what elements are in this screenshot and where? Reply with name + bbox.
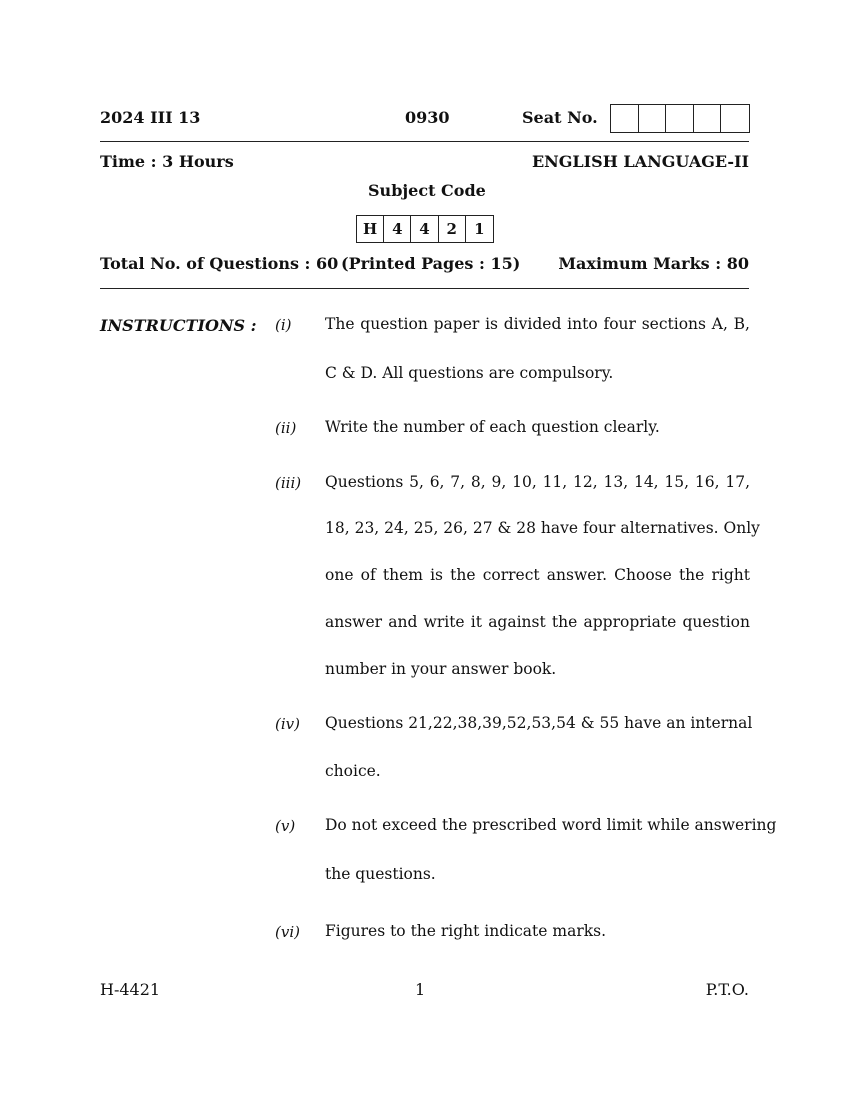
subject-code-char: 4 xyxy=(384,216,411,242)
seat-box xyxy=(666,105,694,132)
printed-pages: (Printed Pages : 15) xyxy=(341,254,521,273)
subject-code-char: 4 xyxy=(411,216,438,242)
top-rule xyxy=(100,141,749,142)
instruction-number: (i) xyxy=(275,316,292,334)
instruction-line: Do not exceed the prescribed word limit while answering xyxy=(325,816,777,834)
subject-code-boxes xyxy=(356,215,494,243)
page-number: 1 xyxy=(415,980,426,999)
exam-code: 2024 III 13 xyxy=(100,108,201,127)
instructions-label: INSTRUCTIONS : xyxy=(100,316,257,335)
maximum-marks: Maximum Marks : 80 xyxy=(558,254,749,273)
subject-code-char: H xyxy=(357,216,384,242)
instruction-line: Figures to the right indicate marks. xyxy=(325,922,606,940)
header-rule xyxy=(100,288,749,289)
instruction-number: (ii) xyxy=(275,419,297,437)
instruction-number: (iv) xyxy=(275,715,300,733)
instruction-line: Questions 21,22,38,39,52,53,54 & 55 have an internal xyxy=(325,714,753,732)
instruction-line: the questions. xyxy=(325,865,436,883)
seat-box xyxy=(721,105,749,132)
seat-label: Seat No. xyxy=(522,108,598,127)
instruction-line: number in your answer book. xyxy=(325,660,557,678)
instruction-line: Write the number of each question clearly. xyxy=(325,418,660,436)
subject-code-label: Subject Code xyxy=(368,181,486,200)
pto-label: P.T.O. xyxy=(705,980,749,999)
seat-box xyxy=(611,105,639,132)
instruction-line: Questions 5, 6, 7, 8, 9, 10, 11, 12, 13, 14, 15, 16, 17, xyxy=(325,473,750,491)
exam-time: Time : 3 Hours xyxy=(100,152,234,171)
instruction-number: (v) xyxy=(275,817,296,835)
subject-code-char: 1 xyxy=(474,220,485,238)
subject-code-char: 2 xyxy=(439,216,466,242)
seat-box xyxy=(694,105,722,132)
instruction-number: (vi) xyxy=(275,923,300,941)
paper-code: 0930 xyxy=(405,108,450,127)
subject-title: ENGLISH LANGUAGE-II xyxy=(531,152,749,171)
footer-paper-code: H-4421 xyxy=(100,980,161,999)
seat-box xyxy=(639,105,667,132)
instruction-line: choice. xyxy=(325,762,381,780)
total-questions: Total No. of Questions : 60 xyxy=(100,254,339,273)
instruction-line: The question paper is divided into four sections A, B, xyxy=(325,315,750,333)
instruction-line: one of them is the correct answer. Choose the right xyxy=(325,566,750,584)
instruction-line: 18, 23, 24, 25, 26, 27 & 28 have four alternatives. Only xyxy=(325,519,760,537)
instruction-line: answer and write it against the appropriate question xyxy=(325,613,750,631)
instruction-number: (iii) xyxy=(275,474,302,492)
seat-number-boxes xyxy=(610,104,750,133)
instruction-line: C & D. All questions are compulsory. xyxy=(325,364,614,382)
